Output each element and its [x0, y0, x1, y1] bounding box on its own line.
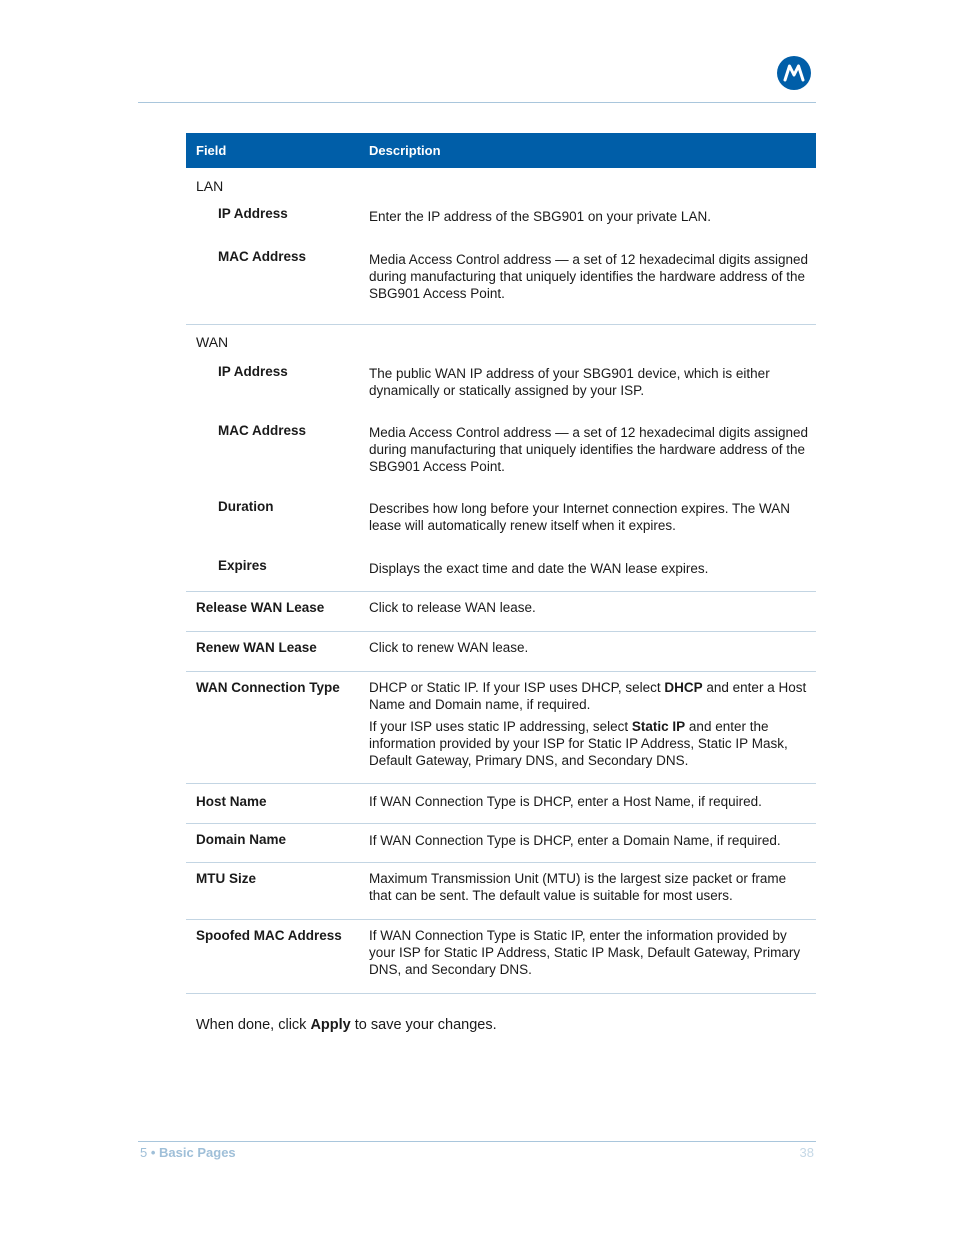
field-description: Media Access Control address — a set of 12 hexadecimal digits assigned during manufacturing that uniquely identifies the hardware address of the SBG901 Access Point.	[369, 252, 808, 301]
field-name: WAN Connection Type	[196, 680, 340, 695]
table-row	[186, 672, 816, 783]
table-row	[186, 863, 816, 919]
field-description: Enter the IP address of the SBG901 on your private LAN.	[369, 209, 711, 224]
table-row	[186, 784, 816, 823]
description-column-header: Description	[369, 143, 441, 158]
chapter-number: 5	[140, 1145, 148, 1160]
table-row	[186, 920, 816, 993]
page-number: 38	[799, 1145, 814, 1160]
field-name: IP Address	[218, 364, 288, 379]
field-name: Domain Name	[196, 832, 287, 847]
table-row	[186, 592, 816, 631]
field-description: If WAN Connection Type is DHCP, enter a Host Name, if required.	[369, 794, 762, 809]
table-row	[186, 415, 816, 491]
field-name: Expires	[218, 558, 267, 573]
row-divider	[186, 324, 816, 325]
field-name: Release WAN Lease	[196, 600, 325, 615]
footer-divider	[138, 1141, 816, 1142]
description-paragraph: DHCP or Static IP. If your ISP uses DHCP, select DHCP and enter a Host Name and Domain name, if required.	[369, 680, 807, 712]
field-name: IP Address	[218, 206, 288, 221]
header-divider	[138, 102, 816, 103]
apply-instruction: When done, click Apply to save your changes.	[196, 1017, 497, 1033]
table-row	[186, 632, 816, 671]
chapter-title: Basic Pages	[159, 1145, 236, 1160]
field-name: MAC Address	[218, 423, 307, 438]
description-paragraph: If your ISP uses static IP addressing, select Static IP and enter the information provided by your ISP for Static IP Address, Static IP Mask, Default Gateway, Primary DNS, and Secondary DNS.	[369, 719, 788, 768]
wan-group-label: WAN	[196, 334, 229, 350]
field-description: Click to release WAN lease.	[369, 600, 536, 615]
field-name: Duration	[218, 499, 274, 514]
lan-group-label: LAN	[196, 178, 224, 194]
motorola-logo-icon	[777, 56, 811, 90]
table-header	[186, 133, 816, 168]
field-name: MAC Address	[218, 249, 307, 264]
field-description: If WAN Connection Type is DHCP, enter a Domain Name, if required.	[369, 833, 781, 848]
table-row	[186, 198, 816, 241]
field-description: Media Access Control address — a set of 12 hexadecimal digits assigned during manufacturing that uniquely identifies the hardware address of the SBG901 Access Point.	[369, 425, 808, 474]
field-name: Renew WAN Lease	[196, 640, 317, 655]
table-row	[186, 550, 816, 591]
field-column-header: Field	[196, 143, 227, 158]
field-name: Spoofed MAC Address	[196, 928, 342, 943]
field-description: Click to renew WAN lease.	[369, 640, 529, 655]
apply-keyword: Apply	[310, 1017, 351, 1033]
table-row	[186, 241, 816, 324]
chapter-separator: •	[150, 1145, 156, 1160]
row-divider	[186, 993, 816, 994]
field-name: MTU Size	[196, 871, 257, 886]
table-row	[186, 824, 816, 862]
table-row	[186, 356, 816, 415]
field-description: Maximum Transmission Unit (MTU) is the largest size packet or frame that can be sent. The default value is suitable for most users.	[369, 871, 787, 903]
field-description: Describes how long before your Internet connection expires. The WAN lease will automatically renew itself when it expires.	[369, 501, 790, 533]
field-description-table	[186, 133, 816, 994]
field-description	[369, 679, 811, 769]
field-description: The public WAN IP address of your SBG901 device, which is either dynamically or statically assigned by your ISP.	[369, 366, 770, 398]
footer-chapter	[140, 1145, 236, 1160]
table-row	[186, 491, 816, 550]
field-description: If WAN Connection Type is Static IP, enter the information provided by your ISP for Static IP Address, Static IP Mask, Default Gateway, Primary DNS, and Secondary DNS.	[369, 928, 801, 977]
field-description: Displays the exact time and date the WAN lease expires.	[369, 561, 709, 576]
field-name: Host Name	[196, 794, 267, 809]
